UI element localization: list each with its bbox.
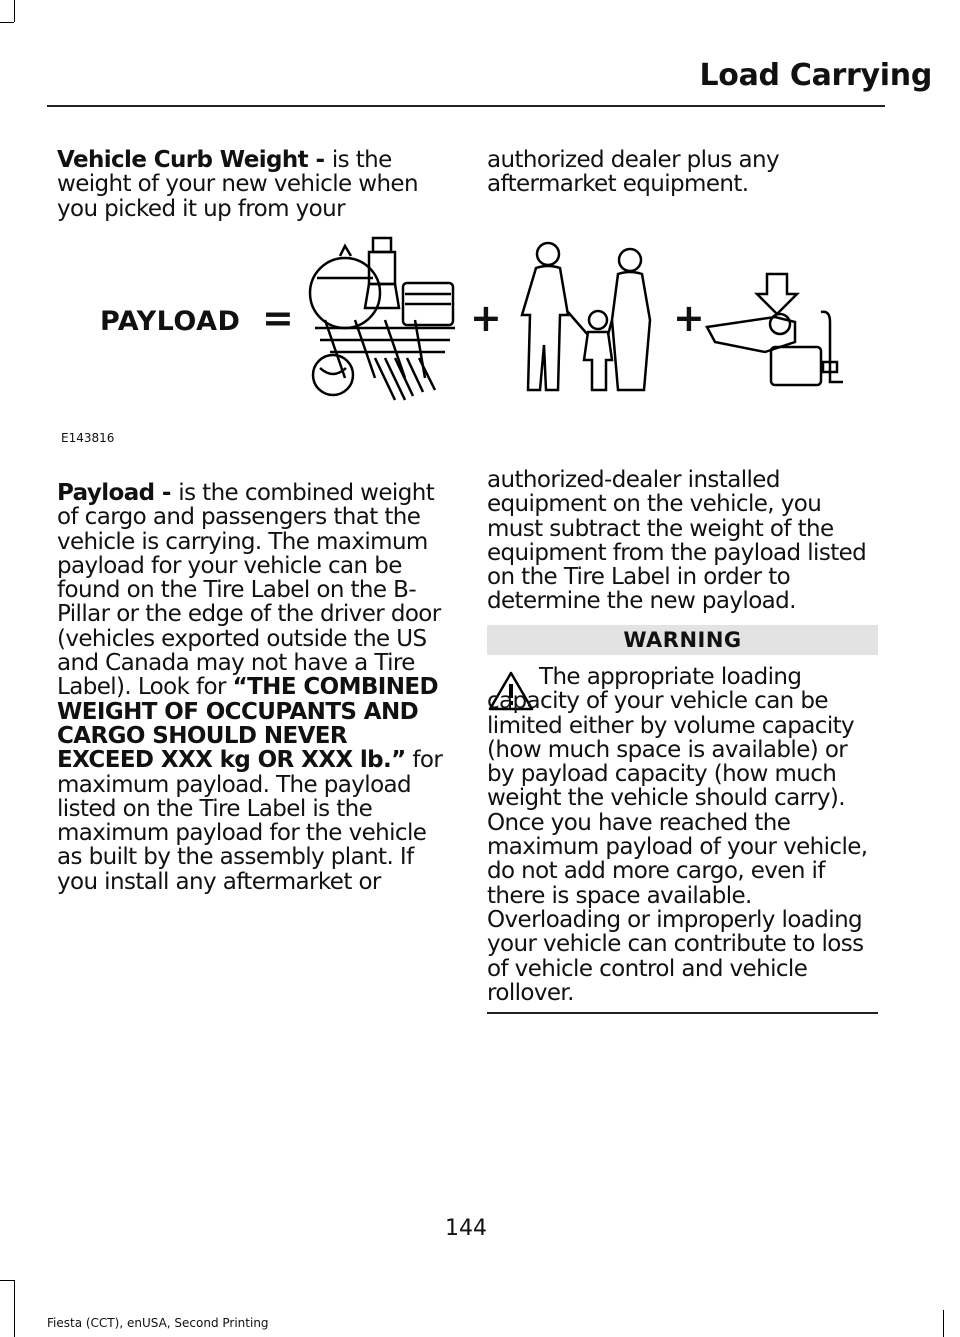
curb-weight-text-a: is the weight of your new vehicle when you picked it up from your: [57, 147, 418, 222]
page-number: 144: [445, 1216, 487, 1241]
curb-weight-text-b: authorized dealer plus any aftermarket equipment.: [487, 147, 780, 198]
warning-end-rule: [487, 1012, 878, 1014]
payload-left: [57, 481, 447, 894]
payload-text-2: for maximum payload. The payload listed on the Tire Label is the maximum payload for the vehicle as built by the assembly plant. If you install any aftermarket or: [57, 747, 443, 895]
curb-weight-left: [57, 148, 442, 221]
warning-text: The appropriate loading capacity of your vehicle can be limited either by volume capacity (how much space is available) or by payload capacity (how much weight the vehicle should carry). Once you have reached the maximum payload of your vehicle, do not add more cargo, even if there is space available. Overloading or improperly loading your vehicle can contribute to loss of vehicle control and vehicle rollover.: [487, 664, 868, 1006]
payload-text-1: is the combined weight of cargo and passengers that the vehicle is carrying. The maximum payload for your vehicle can be found on the Tire Label on the B-Pillar or the edge of the driver door (vehicles exported outside the US and Canada may not have a Tire Label). Look for: [57, 480, 441, 701]
crop-mark-top-left-h: [0, 22, 14, 23]
curb-weight-term: Vehicle Curb Weight -: [57, 147, 332, 173]
figure-payload-label: PAYLOAD: [100, 306, 241, 337]
figure-plus-sign-1: +: [470, 296, 502, 340]
figure-equals-sign: =: [262, 296, 294, 340]
header-divider: [47, 105, 885, 107]
warning-heading: WARNING: [487, 625, 878, 655]
page-title: Load Carrying: [699, 58, 932, 93]
curb-weight-right: [487, 148, 817, 197]
crop-mark-bottom-right: [943, 1310, 944, 1337]
edition-footer: Fiesta (CCT), enUSA, Second Printing: [47, 1316, 269, 1330]
crop-mark-top-left: [14, 0, 15, 22]
cargo-icon: [295, 228, 465, 403]
payload-label-quote: “THE COMBINED WEIGHT OF OCCUPANTS AND CARGO SHOULD NEVER EXCEED XXX kg OR XXX lb.”: [57, 674, 439, 774]
payload-term: Payload -: [57, 480, 179, 506]
crop-mark-bottom-left-h: [0, 1280, 14, 1281]
hitch-load-icon: [705, 272, 845, 402]
passengers-icon: [508, 240, 658, 400]
warning-body: [487, 665, 879, 1005]
payload-right: [487, 468, 879, 614]
crop-mark-bottom-left: [14, 1280, 15, 1337]
figure-id: E143816: [61, 431, 115, 445]
payload-text-3: authorized-dealer installed equipment on the vehicle, you must subtract the weight of the equipment from the payload listed on the Tire Label in order to determine the new payload.: [487, 467, 867, 615]
figure-plus-sign-2: +: [673, 296, 705, 340]
